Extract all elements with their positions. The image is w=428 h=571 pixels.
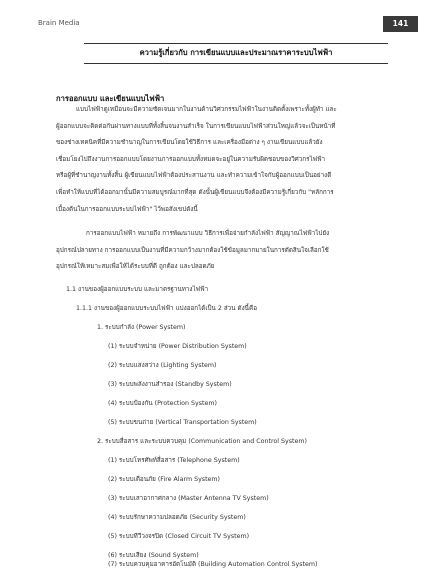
outline-sub-item: (5) ระบบทีวีวงจรปิด (Closed Circuit TV System)	[108, 533, 250, 540]
paragraph-intro	[56, 102, 388, 218]
section-heading: การออกแบบ และเขียนแบบไฟฟ้า	[56, 94, 165, 103]
outline-item-1-1: 1.1 งานของผู้ออกแบบระบบ และมาตรฐานทางไฟฟ้า	[66, 286, 209, 293]
publisher-name: Brain Media	[38, 19, 80, 27]
outline-sub-item: (4) ระบบรักษาความปลอดภัย (Security System)	[108, 514, 246, 521]
paragraph-line: อุปกรณ์ให้เหมาะสมเพื่อให้ได้ระบบที่ดี ถูกต้อง และปลอดภัย	[56, 263, 215, 271]
page-number: 141	[383, 16, 418, 32]
paragraph-line: เบื้องต้นในการออกแบบระบบไฟฟ้า" ไว้พอสังเขปดังนี้	[56, 205, 198, 213]
outline-sub-item: (4) ระบบป้องกัน (Protection System)	[108, 400, 217, 407]
outline-sub-item: (3) ระบบเสาอากาศกลาง (Master Antenna TV System)	[108, 495, 269, 502]
outline-sub-item: (1) ระบบจำหน่าย (Power Distribution System)	[108, 343, 247, 350]
outline-group-label: 1. ระบบกำลัง (Power System)	[97, 324, 186, 331]
paragraph-line: เชื่อมโยงไปถึงงานการออกแบบโดยงานการออกแบบทั้งหมดจะอยู่ในความรับผิดชอบของวิศวกรไฟฟ้า	[56, 155, 326, 163]
paragraph-line: เพื่อทำให้แบบที่ได้ออกมานั้นมีความสมบูรณ์มากที่สุด ดังนั้นผู้เขียนแบบจึงต้องมีความรู้เกี่ยวกับ "หลักการ	[56, 188, 334, 196]
paragraph-line: หรือผู้ที่ชำนาญงานทั้งสิ้น ผู้เขียนแบบไฟฟ้าต้องประสานงาน และทำความเข้าใจกับผู้ออกแบบเป็นอย่างดี	[56, 172, 332, 180]
chapter-title: ความรู้เกี่ยวกับ การเขียนแบบและประมาณราคาระบบไฟฟ้า	[84, 43, 388, 64]
outline-sub-item: (2) ระบบเตือนภัย (Fire Alarm System)	[108, 476, 221, 483]
page-header	[38, 16, 418, 32]
outline-sub-item: (3) ระบบพลังงานสำรอง (Standby System)	[108, 381, 232, 388]
outline-sub-item: (2) ระบบแสงสว่าง (Lighting System)	[108, 362, 217, 369]
outline-item-1-1-1: 1.1.1 งานของผู้ออกแบบระบบไฟฟ้า แบ่งออกได้เป็น 2 ส่วน ดังนี้คือ	[76, 305, 257, 312]
paragraph-line: ผู้ออกแบบจะติดต่อกันผ่านทางแบบที่ทั้งสิ้นจนงานสำเร็จ ในการเขียนแบบไฟฟ้าส่วนใหญ่แล้วจะเป็นหน้าที่	[56, 122, 336, 130]
paragraph-line: อุปกรณ์ปลายทาง การออกแบบเป็นงานที่มีความกว้างมากต้องใช้ข้อมูลมากมายในการตัดสินใจเลือกใช้	[56, 246, 329, 254]
paragraph-definition	[56, 226, 388, 276]
outline-sub-item: (1) ระบบโทรศัพท์สื่อสาร (Telephone System)	[108, 457, 240, 464]
paragraph-line: ของช่างเทคนิคที่มีความชำนาญในการเขียนโดยใช้วิธีการ และเครื่องมือต่าง ๆ งานเขียนแบบแล้วยัง	[56, 139, 323, 147]
outline-sub-item: (5) ระบบขนถ่าย (Vertical Transportation System)	[108, 419, 257, 426]
paragraph-line: แบบไฟฟ้าดูเหมือนจะมีความซัดเจนมากในงานด้านวิศวกรรมไฟฟ้าในงานติดตั้งเพราะทั้งผู้ทำ และ	[76, 106, 337, 113]
outline-group-label: 2. ระบบสื่อสาร และระบบควบคุม (Communication and Control System)	[97, 438, 307, 445]
outline-sub-item: (7) ระบบควบคุมอาคารอัตโนมัติ (Building Automation Control System)	[108, 561, 318, 568]
paragraph-line: การออกแบบไฟฟ้า หมายถึง การพัฒนาแบบ วิธีการเพื่อจ่ายกำลังไฟฟ้า สัญญาณไฟฟ้าไปยัง	[86, 230, 330, 237]
outline-sub-item: (6) ระบบเสียง (Sound System)	[108, 552, 199, 559]
